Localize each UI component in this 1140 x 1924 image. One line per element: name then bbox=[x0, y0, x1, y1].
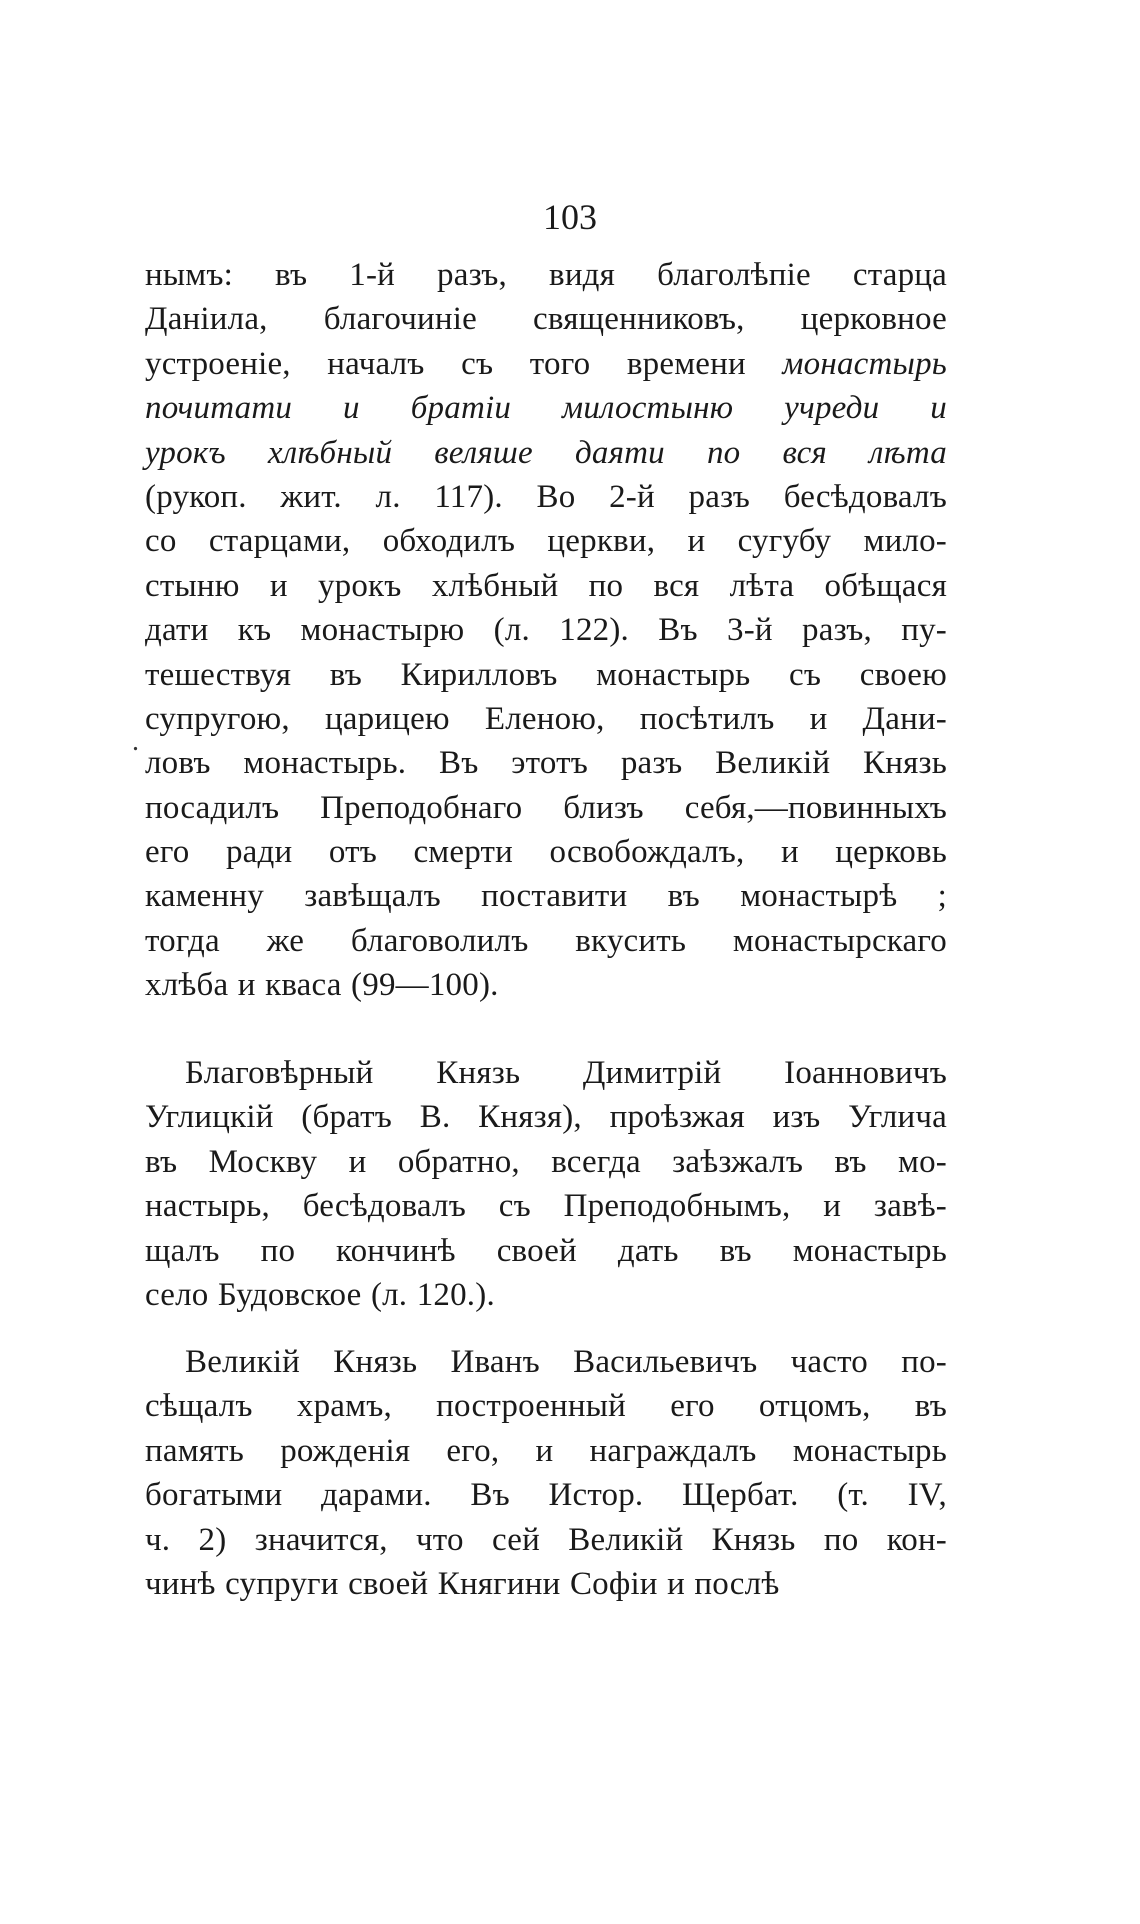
paragraph-1 bbox=[145, 253, 947, 1008]
italic-quote: монастырь bbox=[782, 345, 947, 382]
text-line bbox=[145, 1384, 947, 1428]
text-line bbox=[145, 697, 947, 741]
text-segment: супругою, царицею Еленою, посѣтилъ и Дани- bbox=[145, 700, 947, 737]
text-line bbox=[145, 1140, 947, 1184]
text-segment: дати къ монастырю (л. 122). Въ 3-й разъ, пу- bbox=[145, 612, 947, 649]
text-segment: хлѣба и кваса (99—100). bbox=[145, 967, 499, 1004]
text-line bbox=[145, 963, 947, 1007]
paragraph-3 bbox=[145, 1340, 947, 1606]
text-segment: тешествуя въ Кирилловъ монастырь съ своею bbox=[145, 656, 947, 693]
margin-speck: . bbox=[132, 726, 139, 757]
text-line bbox=[145, 253, 947, 297]
text-segment: Великій Князь Иванъ Васильевичъ часто по- bbox=[185, 1344, 947, 1380]
text-segment: память рожденія его, и награждалъ монастырь bbox=[145, 1432, 947, 1469]
text-line bbox=[145, 1429, 947, 1473]
text-line bbox=[145, 1473, 947, 1517]
text-line bbox=[145, 1229, 947, 1273]
text-segment: нымъ: въ 1-й разъ, видя благолѣпіе старца bbox=[145, 257, 947, 293]
text-segment: село Будовское (л. 120.). bbox=[145, 1276, 495, 1313]
text-segment: сѣщалъ храмъ, построенный его отцомъ, въ bbox=[145, 1388, 947, 1425]
page-number: 103 bbox=[543, 197, 597, 237]
text-line bbox=[145, 1562, 947, 1606]
text-segment: его ради отъ смерти освобождалъ, и церковь bbox=[145, 834, 947, 871]
text-line bbox=[145, 1184, 947, 1228]
text-segment: Даніила, благочиніе священниковъ, церковное bbox=[145, 301, 947, 338]
text-segment: со старцами, обходилъ церкви, и сугубу мило- bbox=[145, 523, 947, 560]
text-segment: (рукоп. жит. л. 117). Во 2-й разъ бесѣдовалъ bbox=[145, 478, 947, 515]
text-line bbox=[145, 786, 947, 830]
text-segment: щалъ по кончинѣ своей дать въ монастырь bbox=[145, 1232, 947, 1269]
italic-quote: почитати и братіи милостыню учреди и bbox=[145, 390, 947, 427]
text-line bbox=[145, 741, 947, 785]
text-segment: ловъ монастырь. Въ этотъ разъ Великій Князь bbox=[145, 745, 947, 782]
text-line bbox=[145, 564, 947, 608]
text-segment: Углицкій (братъ В. Князя), проѣзжая изъ Углича bbox=[145, 1099, 947, 1136]
text-segment: ч. 2) значится, что сей Великій Князь по кон- bbox=[145, 1521, 947, 1558]
text-line bbox=[145, 919, 947, 963]
text-line bbox=[145, 608, 947, 652]
paragraph-2 bbox=[145, 1051, 947, 1317]
text-segment: каменну завѣщалъ поставити въ монастырѣ ; bbox=[145, 878, 947, 915]
text-line bbox=[145, 297, 947, 341]
text-line bbox=[145, 475, 947, 519]
text-line bbox=[145, 431, 947, 475]
text-segment: устроеніе, началъ съ того времени bbox=[145, 345, 783, 382]
text-segment: въ Москву и обратно, всегда заѣзжалъ въ мо- bbox=[145, 1143, 947, 1180]
text-segment: стыню и урокъ хлѣбный по вся лѣта обѣщася bbox=[145, 567, 947, 604]
text-segment: посадилъ Преподобнаго близъ себя,—повинныхъ bbox=[145, 789, 947, 826]
italic-quote: урокъ хлѣбный веляше даяти по вся лѣта bbox=[145, 434, 947, 471]
text-line bbox=[145, 342, 947, 386]
text-line bbox=[145, 1095, 947, 1139]
text-line bbox=[145, 386, 947, 430]
text-segment: тогда же благоволилъ вкусить монастырскаго bbox=[145, 922, 947, 959]
text-line bbox=[145, 1051, 947, 1095]
text-line bbox=[145, 653, 947, 697]
text-line bbox=[145, 1273, 947, 1317]
text-segment: чинѣ супруги своей Княгини Софіи и послѣ bbox=[145, 1565, 780, 1602]
text-line bbox=[145, 1340, 947, 1384]
text-segment: настырь, бесѣдовалъ съ Преподобнымъ, и завѣ- bbox=[145, 1188, 947, 1225]
text-line bbox=[145, 1518, 947, 1562]
text-segment: Благовѣрный Князь Димитрій Іоанновичъ bbox=[185, 1055, 947, 1091]
text-segment: богатыми дарами. Въ Истор. Щербат. (т. IV, bbox=[145, 1477, 947, 1514]
text-line bbox=[145, 874, 947, 918]
text-line bbox=[145, 830, 947, 874]
text-line bbox=[145, 519, 947, 563]
